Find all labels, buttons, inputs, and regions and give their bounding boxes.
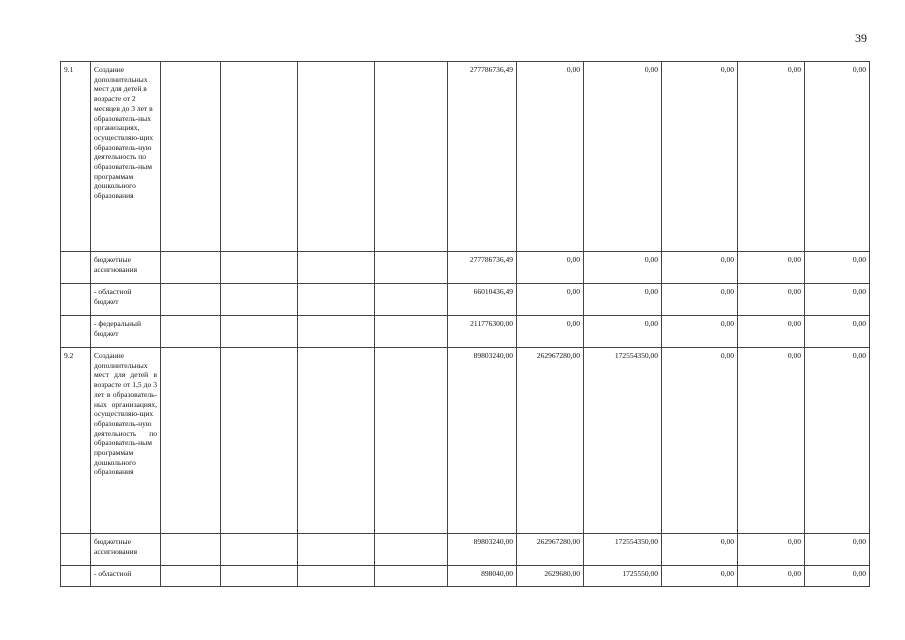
page-number: 39 <box>855 31 867 45</box>
empty-cell <box>161 316 221 348</box>
amount-cell: 0,00 <box>805 534 870 566</box>
row-description: - областной бюджет <box>91 284 161 316</box>
amount-cell: 0,00 <box>662 348 738 534</box>
empty-cell <box>298 566 375 587</box>
row-number: 9.1 <box>61 62 91 252</box>
table-row <box>61 534 870 566</box>
empty-cell <box>161 252 221 284</box>
amount-cell: 0,00 <box>584 62 662 252</box>
empty-cell <box>375 348 448 534</box>
amount-cell: 0,00 <box>662 62 738 252</box>
row-description: Создание дополнительных мест для детей в возрасте от 1,5 до 3 лет в образователь-ных организациях, осуществляю-щих образователь-ную деятельность по образователь-ным программам дошкольного образования <box>91 348 161 534</box>
amount-cell: 0,00 <box>517 62 584 252</box>
empty-cell <box>298 252 375 284</box>
amount-cell: 89803240,00 <box>448 348 517 534</box>
amount-cell: 172554350,00 <box>584 348 662 534</box>
amount-cell: 0,00 <box>805 284 870 316</box>
empty-cell <box>375 566 448 587</box>
amount-cell: 262967280,00 <box>517 348 584 534</box>
empty-cell <box>375 252 448 284</box>
empty-cell <box>221 534 298 566</box>
amount-cell: 0,00 <box>738 284 805 316</box>
amount-cell: 0,00 <box>584 252 662 284</box>
amount-cell: 277786736,49 <box>448 252 517 284</box>
row-number <box>61 316 91 348</box>
amount-cell: 1725550,00 <box>584 566 662 587</box>
amount-cell: 0,00 <box>738 566 805 587</box>
amount-cell: 2629680,00 <box>517 566 584 587</box>
amount-cell: 262967280,00 <box>517 534 584 566</box>
row-number <box>61 566 91 587</box>
empty-cell <box>298 316 375 348</box>
empty-cell <box>221 566 298 587</box>
amount-cell: 0,00 <box>517 252 584 284</box>
empty-cell <box>375 62 448 252</box>
amount-cell: 66010436,49 <box>448 284 517 316</box>
amount-cell: 0,00 <box>805 566 870 587</box>
empty-cell <box>161 284 221 316</box>
amount-cell: 0,00 <box>738 252 805 284</box>
amount-cell: 0,00 <box>738 316 805 348</box>
amount-cell: 0,00 <box>805 252 870 284</box>
row-number <box>61 534 91 566</box>
table-row <box>61 348 870 534</box>
amount-cell: 277786736,49 <box>448 62 517 252</box>
amount-cell: 0,00 <box>738 534 805 566</box>
amount-cell: 89803240,00 <box>448 534 517 566</box>
empty-cell <box>221 348 298 534</box>
table-row <box>61 316 870 348</box>
row-description: бюджетные ассигнования <box>91 534 161 566</box>
empty-cell <box>298 284 375 316</box>
amount-cell: 0,00 <box>662 316 738 348</box>
table-row <box>61 62 870 252</box>
amount-cell: 0,00 <box>584 316 662 348</box>
empty-cell <box>221 316 298 348</box>
empty-cell <box>298 534 375 566</box>
amount-cell: 0,00 <box>805 62 870 252</box>
amount-cell: 898040,00 <box>448 566 517 587</box>
empty-cell <box>375 534 448 566</box>
amount-cell: 172554350,00 <box>584 534 662 566</box>
budget-table <box>60 61 870 587</box>
row-description: Создание дополнительных мест для детей в возрасте от 2 месяцев до 3 лет в образователь-ных организациях, осуществляю-щих образователь-ную деятельность по образователь-ным программам дошкольного образования <box>91 62 161 252</box>
empty-cell <box>161 62 221 252</box>
empty-cell <box>375 284 448 316</box>
empty-cell <box>221 252 298 284</box>
empty-cell <box>375 316 448 348</box>
row-number <box>61 252 91 284</box>
amount-cell: 0,00 <box>738 62 805 252</box>
amount-cell: 0,00 <box>805 348 870 534</box>
empty-cell <box>161 534 221 566</box>
amount-cell: 0,00 <box>662 284 738 316</box>
empty-cell <box>221 62 298 252</box>
amount-cell: 0,00 <box>738 348 805 534</box>
amount-cell: 211776300,00 <box>448 316 517 348</box>
table-row <box>61 284 870 316</box>
empty-cell <box>298 348 375 534</box>
amount-cell: 0,00 <box>662 566 738 587</box>
row-description: бюджетные ассигнования <box>91 252 161 284</box>
row-number: 9.2 <box>61 348 91 534</box>
amount-cell: 0,00 <box>805 316 870 348</box>
empty-cell <box>221 284 298 316</box>
table-row <box>61 566 870 587</box>
table-row <box>61 252 870 284</box>
row-description: - федеральный бюджет <box>91 316 161 348</box>
amount-cell: 0,00 <box>662 534 738 566</box>
row-number <box>61 284 91 316</box>
row-description: - областной <box>91 566 161 587</box>
empty-cell <box>161 348 221 534</box>
amount-cell: 0,00 <box>662 252 738 284</box>
amount-cell: 0,00 <box>517 316 584 348</box>
empty-cell <box>161 566 221 587</box>
amount-cell: 0,00 <box>517 284 584 316</box>
amount-cell: 0,00 <box>584 284 662 316</box>
empty-cell <box>298 62 375 252</box>
